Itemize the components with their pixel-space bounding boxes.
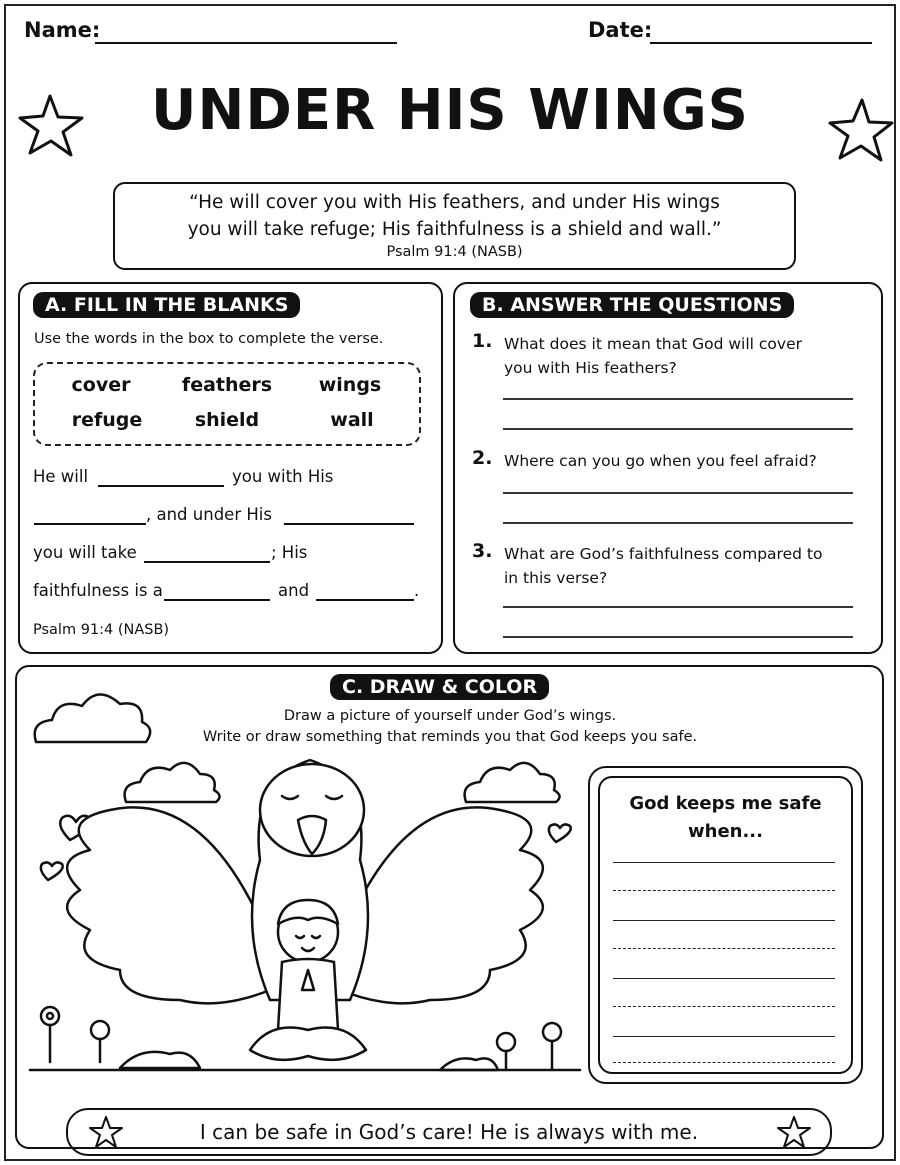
date-field[interactable] <box>650 42 872 44</box>
fill-blank[interactable] <box>316 599 414 601</box>
flower-icon <box>91 1021 109 1039</box>
star-icon <box>16 90 88 162</box>
writing-line-guide <box>613 890 835 891</box>
fill-text: and <box>278 581 310 600</box>
question-number: 3. <box>472 540 493 562</box>
fill-blank[interactable] <box>34 523 146 525</box>
answer-line[interactable] <box>503 636 853 638</box>
question-number: 2. <box>472 447 493 469</box>
fill-blank[interactable] <box>284 523 414 525</box>
writing-line-guide <box>613 948 835 949</box>
writing-line[interactable] <box>613 978 835 979</box>
word-bank-item: refuge <box>71 409 143 431</box>
word-bank-item: wings <box>318 374 382 396</box>
writing-line[interactable] <box>613 920 835 921</box>
answer-line[interactable] <box>503 492 853 494</box>
cloud-icon <box>35 694 150 742</box>
child-legs <box>250 1028 366 1060</box>
star-icon <box>776 1114 812 1150</box>
word-bank-item: shield <box>194 409 260 431</box>
right-wing <box>340 807 543 1003</box>
verse-line-2: you will take refuge; His faithfulness is a shield and wall.” <box>187 219 722 240</box>
section-a-reference: Psalm 91:4 (NASB) <box>33 622 170 638</box>
section-c-instruction-2: Write or draw something that reminds you that God keeps you safe. <box>202 729 698 745</box>
section-a-instruction: Use the words in the box to complete the verse. <box>34 331 384 347</box>
section-b-heading: B. ANSWER THE QUESTIONS <box>470 292 794 318</box>
answer-line[interactable] <box>503 398 853 400</box>
fill-blank[interactable] <box>144 561 270 563</box>
fill-blank[interactable] <box>164 599 270 601</box>
section-c-instruction-1: Draw a picture of yourself under God’s wings. <box>283 708 617 724</box>
safe-note-title-line-1: God keeps me safe <box>629 793 822 814</box>
verse-reference: Psalm 91:4 (NASB) <box>386 244 523 260</box>
footer-message: I can be safe in God’s care! He is always with me. <box>199 1120 699 1144</box>
cloud-icon <box>125 763 220 802</box>
flower-icon <box>543 1023 561 1041</box>
word-bank-item: feathers <box>181 374 273 396</box>
heart-icon <box>549 824 571 842</box>
name-field[interactable] <box>95 42 397 44</box>
flower-icon <box>497 1033 515 1051</box>
writing-line[interactable] <box>613 862 835 863</box>
section-a-heading: A. FILL IN THE BLANKS <box>33 292 300 318</box>
fill-text: faithfulness is a <box>33 581 163 600</box>
writing-line-guide <box>613 1006 835 1007</box>
verse-box <box>113 182 796 270</box>
section-c-heading: C. DRAW & COLOR <box>330 674 549 700</box>
answer-line[interactable] <box>503 522 853 524</box>
fill-text: you will take <box>33 543 137 562</box>
safe-note-title <box>598 790 853 846</box>
answer-line[interactable] <box>503 606 853 608</box>
page-title: UNDER HIS WINGS <box>151 78 749 143</box>
fill-text: you with His <box>232 467 334 486</box>
fill-blank[interactable] <box>98 485 224 487</box>
safe-note-title-line-2: when... <box>688 821 763 842</box>
fill-text: . <box>414 581 420 600</box>
fill-text: He will <box>33 467 89 486</box>
question-text: What are God’s faithfulness compared to in this verse? <box>504 545 823 587</box>
star-icon <box>824 94 896 166</box>
answer-line[interactable] <box>503 428 853 430</box>
cloud-icon <box>465 763 560 802</box>
date-label: Date: <box>588 18 653 42</box>
heart-icon <box>41 862 63 880</box>
word-bank-item: wall <box>330 409 374 431</box>
left-wing <box>67 807 270 1003</box>
name-label: Name: <box>24 18 101 42</box>
verse-line-1: “He will cover you with His feathers, and under His wings <box>189 192 720 213</box>
word-bank-item: cover <box>71 374 131 396</box>
eagle-and-child-illustration[interactable] <box>20 670 590 1100</box>
question-text: What does it mean that God will cover you with His feathers? <box>504 335 802 377</box>
fill-text: , and under His <box>146 505 272 524</box>
question-number: 1. <box>472 330 493 352</box>
writing-line[interactable] <box>613 1036 835 1037</box>
question-text: Where can you go when you feel afraid? <box>504 452 817 470</box>
writing-line-guide <box>613 1062 835 1063</box>
fill-text: ; His <box>271 543 308 562</box>
